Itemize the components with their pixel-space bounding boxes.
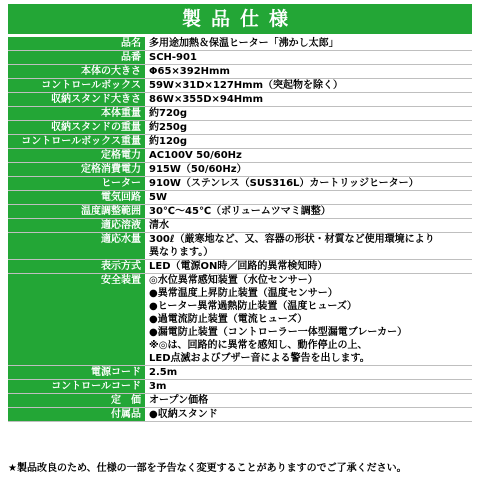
spec-value: 30℃～45℃（ボリュームツマミ調整） xyxy=(149,206,331,217)
spec-value: 2.5m xyxy=(149,367,178,378)
spec-value: 910W（ステンレス（SUS316L）カートリッジヒーター） xyxy=(149,178,419,189)
spec-value: 59W×31D×127Hmm（突起物を除く） xyxy=(149,80,344,91)
spec-label: 定 価 xyxy=(8,394,145,407)
spec-label: 収納スタンド大きさ xyxy=(8,93,145,106)
spec-label: 付属品 xyxy=(8,408,145,421)
spec-value: 86W×355D×94Hmm xyxy=(149,94,264,105)
spec-label: 定格電力 xyxy=(8,149,145,162)
spec-row-model xyxy=(8,51,472,65)
spec-row-water-volume xyxy=(8,233,472,260)
spec-row-box-weight xyxy=(8,135,472,149)
spec-value: SCH-901 xyxy=(149,52,197,63)
spec-value: 清水 xyxy=(149,220,169,231)
spec-row-power-cord xyxy=(8,366,472,380)
spec-value: ◎水位異常感知装置（水位センサー） ●異常温度上昇防止装置（温度センサー） ●ヒーター異常過熱防止装置（温度ヒューズ） ●過電流防止装置（電流ヒューズ） ●漏電防止装置（コントローラー一体型漏電ブレーカー） ※◎は、回路的に異常を感知し、動作停止の上、 LED点滅およびブザー音による警告を出します。 xyxy=(149,275,408,364)
spec-label: コントロールボックス xyxy=(8,79,145,92)
spec-value: 3m xyxy=(149,381,167,392)
spec-value: 約120g xyxy=(149,136,188,147)
spec-label: 表示方式 xyxy=(8,260,145,273)
page-title: 製品仕様 xyxy=(8,4,472,34)
spec-row-circuit xyxy=(8,191,472,205)
spec-label: 定格消費電力 xyxy=(8,163,145,176)
spec-label: 適応溶液 xyxy=(8,219,145,232)
spec-value: オープン価格 xyxy=(149,395,209,406)
spec-label: 収納スタンドの重量 xyxy=(8,121,145,134)
spec-label: 適応水量 xyxy=(8,233,145,259)
spec-value: 5W xyxy=(149,192,167,203)
spec-row-safety xyxy=(8,274,472,366)
footnote: ★製品改良のため、仕様の一部を予告なく変更することがありますのでご了承ください。 xyxy=(8,463,407,474)
spec-label: コントロールコード xyxy=(8,380,145,393)
spec-row-heater xyxy=(8,177,472,191)
spec-row-temp-range xyxy=(8,205,472,219)
spec-label: ヒーター xyxy=(8,177,145,190)
spec-label: 品名 xyxy=(8,37,145,50)
spec-value: 約720g xyxy=(149,108,188,119)
spec-row-rated-power xyxy=(8,149,472,163)
spec-row-power-consumption xyxy=(8,163,472,177)
spec-row-control-box xyxy=(8,79,472,93)
spec-value: 約250g xyxy=(149,122,188,133)
spec-label: 電源コード xyxy=(8,366,145,379)
spec-row-price xyxy=(8,394,472,408)
spec-value: 300ℓ（厳寒地など、又、容器の形状・材質など使用環境により 異なります。） xyxy=(149,234,435,258)
spec-label: 温度調整範囲 xyxy=(8,205,145,218)
spec-label: 安全装置 xyxy=(8,274,145,365)
spec-label: 品番 xyxy=(8,51,145,64)
spec-table xyxy=(8,37,472,422)
spec-row-stand-weight xyxy=(8,121,472,135)
spec-row-stand-size xyxy=(8,93,472,107)
spec-value: 多用途加熱＆保温ヒーター「沸かし太郎」 xyxy=(149,38,339,49)
spec-label: 電気回路 xyxy=(8,191,145,204)
spec-value: Φ65×392Hmm xyxy=(149,66,230,77)
spec-value: 915W（50/60Hz） xyxy=(149,164,247,175)
spec-value: LED（電源ON時／回路的異常検知時） xyxy=(149,261,328,272)
spec-row-display xyxy=(8,260,472,274)
spec-label: コントロールボックス重量 xyxy=(8,135,145,148)
spec-row-name xyxy=(8,37,472,51)
spec-row-body-size xyxy=(8,65,472,79)
spec-row-body-weight xyxy=(8,107,472,121)
spec-row-solution xyxy=(8,219,472,233)
spec-row-accessories xyxy=(8,408,472,422)
spec-label: 本体の大きさ xyxy=(8,65,145,78)
spec-value: AC100V 50/60Hz xyxy=(149,150,242,161)
spec-row-control-cord xyxy=(8,380,472,394)
spec-label: 本体重量 xyxy=(8,107,145,120)
spec-value: ●収納スタンド xyxy=(149,409,218,420)
